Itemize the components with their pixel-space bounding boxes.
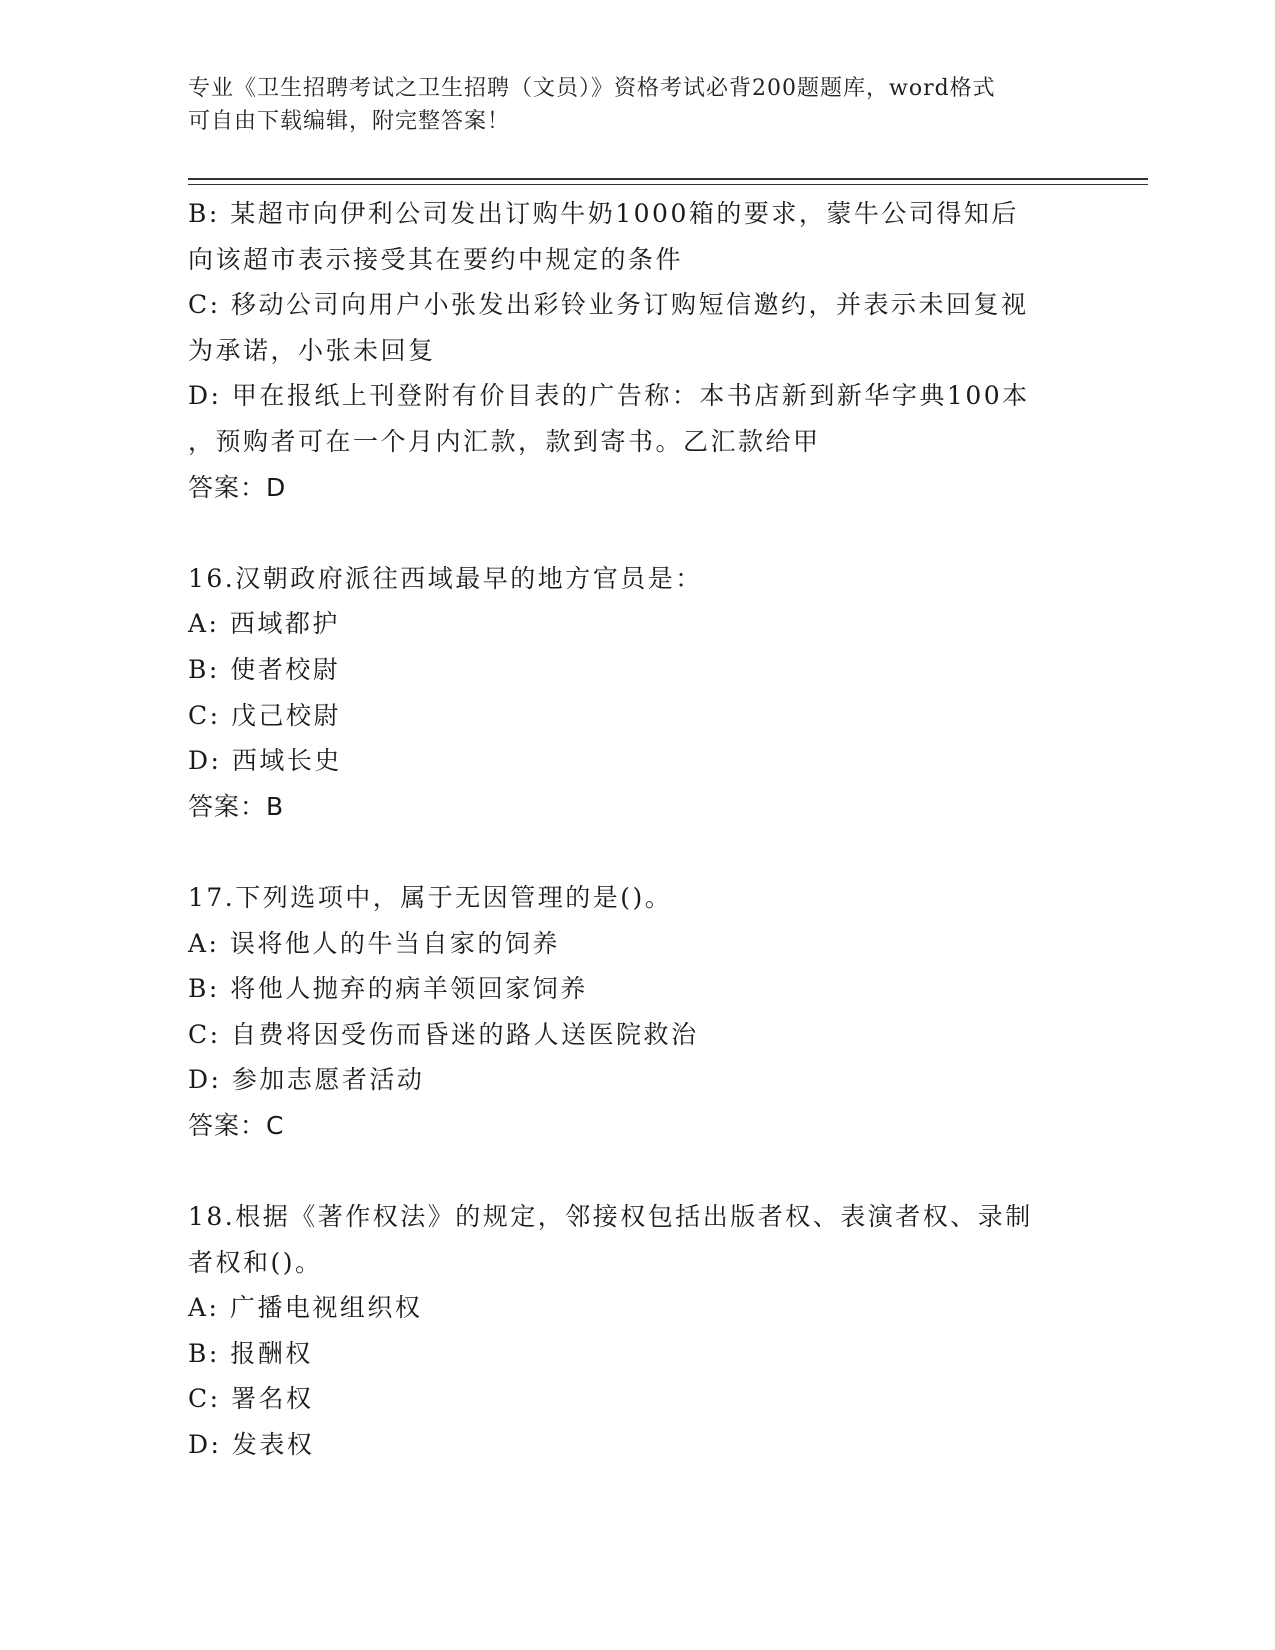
option-c: C: 自费将因受伤而昏迷的路人送医院救治 (188, 1019, 699, 1049)
option-c: C: 署名权 (188, 1384, 314, 1414)
option-b: B: 将他人抛弃的病羊领回家饲养 (188, 974, 588, 1004)
answer-line: 答案：B (188, 791, 285, 821)
option-a: A: 误将他人的牛当自家的饲养 (188, 928, 560, 958)
spacer (188, 829, 1088, 875)
option-b (188, 191, 1088, 282)
option-line: B: 某超市向伊利公司发出订购牛奶1000箱的要求，蒙牛公司得知后 (188, 199, 1019, 228)
option-b: B: 报酬权 (188, 1338, 313, 1368)
document-header (188, 72, 1068, 138)
option-a: A: 西域都护 (188, 609, 340, 639)
spacer (188, 1148, 1088, 1194)
option-a: A: 广播电视组织权 (188, 1293, 423, 1323)
header-divider-thick (188, 178, 1148, 180)
option-line: C: 移动公司向用户小张发出彩铃业务订购短信邀约，并表示未回复视 (188, 290, 1029, 320)
option-d (188, 373, 1088, 464)
option-d: D: 参加志愿者活动 (188, 1065, 425, 1095)
option-b: B: 使者校尉 (188, 654, 341, 684)
option-line: 向该超市表示接受其在要约中规定的条件 (188, 244, 684, 274)
option-d: D: 西域长史 (188, 746, 342, 776)
option-line: ，预购者可在一个月内汇款，款到寄书。乙汇款给甲 (188, 426, 821, 456)
answer-line: 答案：D (188, 472, 287, 502)
prev-question (188, 191, 1088, 510)
header-divider-thin (188, 184, 1148, 185)
answer-line: 答案：C (188, 1110, 285, 1140)
option-c (188, 282, 1088, 373)
question-17 (188, 875, 1088, 1149)
question-content (188, 191, 1088, 1468)
option-line: D: 甲在报纸上刊登附有价目表的广告称：本书店新到新华字典100本 (188, 381, 1030, 411)
option-line: 为承诺，小张未回复 (188, 335, 436, 365)
question-stem: 17.下列选项中，属于无因管理的是()。 (188, 882, 673, 912)
header-line-2: 可自由下载编辑，附完整答案！ (188, 109, 511, 134)
question-18 (188, 1194, 1088, 1468)
option-c: C: 戊己校尉 (188, 700, 341, 730)
question-stem: 16.汉朝政府派往西域最早的地方官员是： (188, 563, 703, 593)
question-stem: 18.根据《著作权法》的规定，邻接权包括出版者权、表演者权、录制 (188, 1202, 1033, 1232)
header-line-1: 专业《卫生招聘考试之卫生招聘（文员）》资格考试必背200题题库，word格式 (188, 76, 996, 101)
question-16 (188, 556, 1088, 830)
question-stem: 者权和()。 (188, 1247, 323, 1277)
option-d: D: 发表权 (188, 1430, 315, 1460)
spacer (188, 510, 1088, 556)
